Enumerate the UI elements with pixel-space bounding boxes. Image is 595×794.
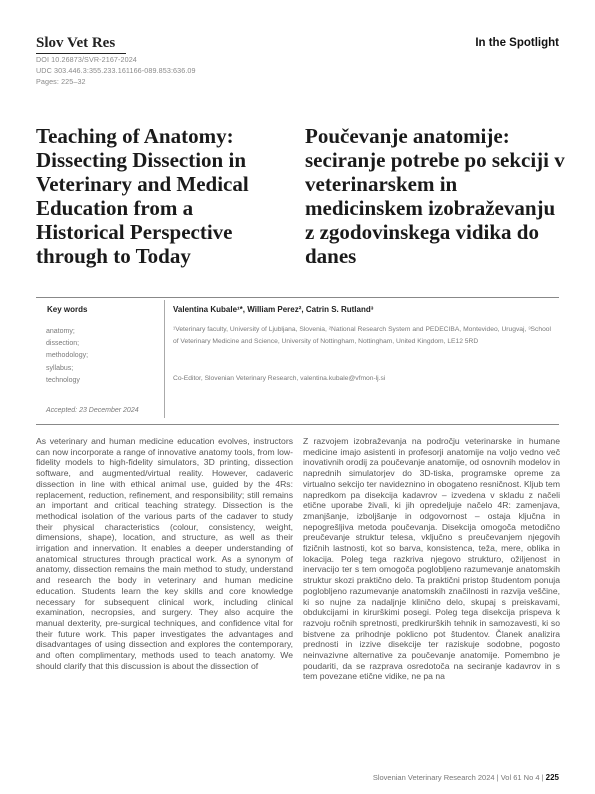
- abstract-english-text: As veterinary and human medicine education evolves, instructors can now incorporate a range of innovative anatomy tools, from low-fidelity models to high-fidelity simulators, 3D printing, dissection software, and augmented/virtual reality. However, cadaveric dissection in line with ethical animal use, guided by the 4Rs: replacement, reduction, refinement, and responsibility; still remains an important and critical teaching strategy. Dissection is the methodical isolation of the various parts of the cadaver to study their physical characteristics (colour, consistency, weight, dimensions, shape), location, and structure, as well as their irrigation and innervation. It enables a deeper understanding of anatomical structures through practical work. As a synonym of anatomy, dissection remains the main method to study, understand and research the body in veterinary and human medicine education. Students learn the key skills and core knowledge necessary for subsequent clinical work, including clinical examination, necropsies, and surgery. They also acquire the manual dexterity, pre-surgical techniques, and confidence vital for their future work. This paper investigates the advantages and disadvantages of using dissection and explores the contemporary, and often complimentary, methods used to teach anatomy. We should clarify that this discussion is about the dissection of: [36, 436, 293, 671]
- keyword-item: syllabus;: [46, 364, 74, 372]
- section-label: In the Spotlight: [475, 37, 559, 49]
- vertical-divider: [164, 300, 165, 418]
- footer-volume: Vol 61 No 4: [500, 773, 540, 782]
- bottom-divider: [36, 424, 559, 425]
- affiliations: ¹Veterinary faculty, University of Ljubljana, Slovenia, ²National Research System and PEDECIBA, Montevideo, Urugvaj, ³School of Veterinary Medicine and Science, University of Nottingham, Nottingham, United Kingdom, LE12 5RD: [173, 326, 551, 346]
- abstract-slovenian-text: Z razvojem izobraževanja na področju veterinarske in humane medicine imajo asistenti in profesorji anatomije na voljo vedno več inovativnih orodij za poučevanje anatomije, od osnovnih modelov in naprednih simulatorjev do 3D-tiska, programske opreme za virtualno sekcijo ter navideznino in obogateno resničnost. Kljub tem napredkom pa disekcija kadavrov – izvedena v skladu z načeli etične uporabe živali, ki jih opredeljuje načelo 4R: zamenjava, zmanjšanje, izboljšanje in odgovornost – ostaja ključna in nepogrešljiva metoda poučevanja. Disekcija omogoča metodično preučevanje struktur telesa, vključno s preučevanjem njegovih fizičnih lastnosti, kot so barva, konsistenca, teža, mere, oblika in lokacija. Poleg tega razkriva njegovo strukturo, ožiljenost in inervacijo ter s tem omogoča poglobljeno razumevanje anatomskih struktur skozi praktično delo. Ta praktični pristop študentom ponuja poglobljeno razumevanje anatomskih značilnosti in razvija veščine, ki so nujne za nadaljnje klinično delo, skupaj s preiskavami, obdukcijami in kirurškimi posegi. Poleg tega disekcija prispeva k razvoju ročnih spretnosti, predkirurških tehnik in samozavesti, ki so bistvene za prihodnje poklicno pot študentov. Članek analizira prednosti in izzive disekcije ter raziskuje sodobne, pogosto neinvazivne alternative za poučevanje anatomije. Pomembno je poudariti, da se razprava osredotoča na seciranje kadavrov in s tem povezane etične vidike, ne pa na: [303, 436, 560, 682]
- abstract-slovenian: [303, 436, 560, 682]
- keyword-item: dissection;: [46, 340, 80, 348]
- abstract-english: [36, 436, 293, 671]
- accepted-date: Accepted: 23 December 2024: [46, 407, 139, 414]
- udc-line: UDC 303.446.3:355.233.161166-089.853:636.09: [36, 66, 196, 75]
- keywords-list: [46, 326, 88, 387]
- footer-separator: |: [496, 773, 501, 782]
- title-slovenian: Poučevanje anatomije: seciranje potrebe po sekciji v veterinarskem in medicinskem izobraževanju z zgodovinskega vidika do danes: [305, 124, 565, 268]
- keyword-item: anatomy;: [46, 328, 75, 335]
- authors: Valentina Kubale¹*, William Perez², Catrin S. Rutland³: [173, 305, 374, 314]
- footer-journal: Slovenian Veterinary Research 2024: [372, 773, 495, 782]
- journal-abbreviation: Slov Vet Res: [36, 35, 126, 54]
- page-number: 225: [545, 773, 559, 782]
- keywords-heading: Key words: [47, 305, 88, 314]
- keyword-item: technology: [46, 376, 80, 384]
- footer-separator: |: [541, 773, 546, 782]
- page-footer: [373, 773, 559, 782]
- doi-line: DOI 10.26873/SVR-2167-2024: [36, 55, 137, 64]
- keyword-item: methodology;: [46, 352, 89, 360]
- correspondence: Co-Editor, Slovenian Veterinary Research, valentina.kubale@vfmon-lj.si: [173, 375, 386, 382]
- top-divider: [36, 297, 559, 298]
- pages-line: Pages: 225–32: [36, 77, 86, 86]
- title-english: Teaching of Anatomy: Dissecting Dissection in Veterinary and Medical Education from a Historical Perspective through to Today: [36, 124, 249, 268]
